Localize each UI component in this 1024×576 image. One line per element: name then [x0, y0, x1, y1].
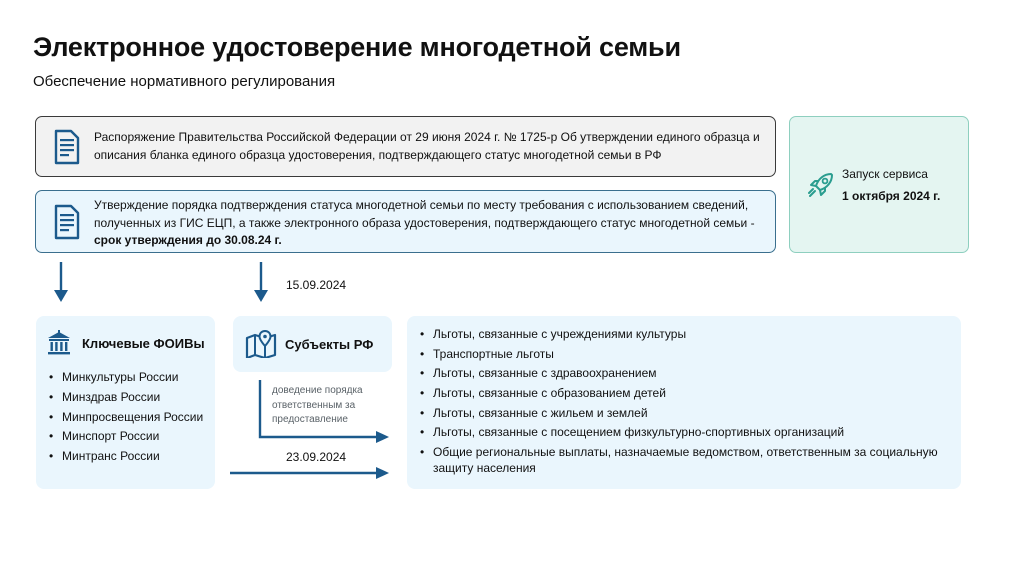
date-benefits: 23.09.2024 — [286, 450, 347, 464]
arrow-down-subjects — [251, 262, 271, 304]
list-item: • Общие региональные выплаты, назначаемые ведомством, ответственным за социальную защиту населения — [419, 444, 954, 476]
foiv-title: Ключевые ФОИВы — [82, 336, 205, 351]
list-item: • Минтранс России — [48, 448, 208, 464]
list-item: • Льготы, связанные с образованием детей — [419, 385, 954, 401]
procedure-text — [94, 197, 763, 250]
page-title: Электронное удостоверение многодетной семьи — [33, 32, 681, 62]
map-pin-icon — [245, 330, 277, 358]
foiv-panel — [36, 316, 215, 489]
list-item: • Минспорт России — [48, 428, 208, 444]
arrow-foiv-to-benefits — [230, 465, 392, 481]
list-item: • Льготы, связанные с посещением физкультурно-спортивных организаций — [419, 424, 954, 440]
document-icon — [54, 204, 80, 240]
list-item: • Минпросвещения России — [48, 409, 208, 425]
subjects-panel — [233, 316, 392, 372]
subjects-title: Субъекты РФ — [285, 337, 374, 352]
foiv-list — [48, 369, 208, 468]
procedure-card — [35, 190, 776, 253]
procedure-deadline: срок утверждения до 30.08.24 г. — [94, 233, 282, 247]
government-building-icon — [46, 330, 72, 356]
launch-card — [789, 116, 969, 253]
benefits-list — [419, 326, 954, 480]
document-icon — [54, 129, 80, 165]
list-item: • Льготы, связанные с учреждениями культуры — [419, 326, 954, 342]
list-item: • Транспортные льготы — [419, 346, 954, 362]
list-item: • Минздрав России — [48, 389, 208, 405]
procedure-body: Утверждение порядка подтверждения статуса многодетной семьи по месту требования с использованием сведений, полученных из ГИС ЕЦП, а также электронного образа удостоверения, подтверждающего статус многодетной семьи - — [94, 198, 755, 230]
list-item: • Льготы, связанные с жильем и землей — [419, 405, 954, 421]
decree-card — [35, 116, 776, 177]
delivery-note: доведение порядка ответственным за предоставление — [272, 385, 363, 425]
benefits-panel — [407, 316, 961, 489]
arrow-down-foiv — [51, 262, 71, 304]
launch-label: Запуск сервиса — [842, 167, 928, 181]
rocket-icon — [805, 169, 837, 201]
decree-text: Распоряжение Правительства Российской Федерации от 29 июня 2024 г. № 1725-р Об утверждении единого образца и описания бланка единого образца удостоверения, подтверждающего статус многодетной семьи в РФ — [94, 130, 760, 162]
list-item: • Льготы, связанные с здравоохранением — [419, 365, 954, 381]
launch-date: 1 октября 2024 г. — [842, 189, 941, 203]
page-subtitle: Обеспечение нормативного регулирования — [33, 73, 336, 90]
date-subjects: 15.09.2024 — [286, 278, 347, 292]
list-item: • Минкультуры России — [48, 369, 208, 385]
